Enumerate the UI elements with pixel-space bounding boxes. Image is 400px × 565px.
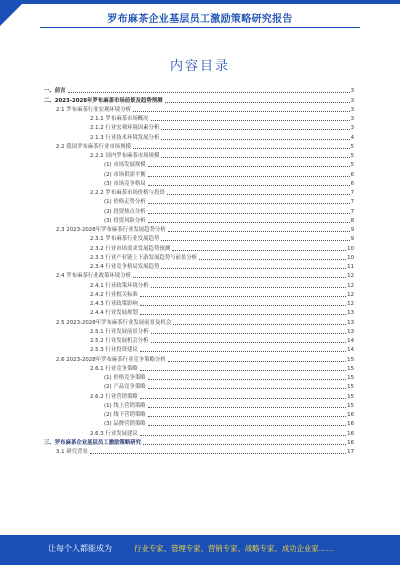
toc-entry-title: 二、2023-2028年罗布麻茶市场前景及趋势预测 xyxy=(44,97,163,104)
toc-entry[interactable] xyxy=(44,169,354,178)
toc-leader-dots xyxy=(148,425,346,426)
toc-entry-title: (1) 价格走势分析 xyxy=(104,199,146,206)
toc-leader-dots xyxy=(161,268,346,269)
toc-entry-title: (1) 市场发展规模 xyxy=(104,162,146,169)
toc-entry[interactable] xyxy=(44,410,354,419)
toc-page-number: 3 xyxy=(350,88,354,95)
page-footer xyxy=(0,535,400,565)
toc-heading: 内容目录 xyxy=(169,59,230,74)
toc-page-number: 3 xyxy=(350,125,354,132)
toc-page-number: 11 xyxy=(347,264,354,270)
toc-leader-dots xyxy=(140,314,346,315)
toc-entry-title: (3) 投资风险分析 xyxy=(104,217,146,224)
toc-entry[interactable] xyxy=(44,262,354,271)
toc-entry-title: 2.1 罗布麻茶行业宏观环境分析 xyxy=(56,106,131,113)
toc-leader-dots xyxy=(151,287,347,288)
toc-entry-title: 2.4.2 行业相关标准 xyxy=(90,291,138,298)
toc-entry-title: (2) 线下营销策略 xyxy=(104,412,146,418)
toc-leader-dots xyxy=(148,416,346,417)
toc-page-number: 15 xyxy=(347,356,354,363)
footer-text: 让每个人都能成为 xyxy=(48,544,112,553)
toc-entry[interactable] xyxy=(44,373,354,382)
toc-leader-dots xyxy=(148,166,350,167)
page-header xyxy=(0,4,400,32)
toc-leader-dots xyxy=(140,296,346,297)
toc-entry[interactable] xyxy=(44,151,354,160)
toc-entry[interactable] xyxy=(44,243,354,252)
toc-entry-title: 2.6.1 行业竞争策略 xyxy=(90,365,138,372)
toc-entry[interactable] xyxy=(44,160,354,169)
toc-leader-dots xyxy=(140,351,346,352)
toc-page-number: 9 xyxy=(350,236,354,243)
toc-entry-title: 2.5.1 行业发展前景分析 xyxy=(90,328,149,335)
toc-leader-dots xyxy=(168,231,350,232)
toc-leader-dots xyxy=(133,277,346,278)
toc-entry[interactable] xyxy=(44,354,354,363)
toc-entry[interactable] xyxy=(44,188,354,197)
toc-page-number: 16 xyxy=(347,430,354,437)
toc-entry-title: 2.5.2 行业发展机会分析 xyxy=(90,338,149,344)
toc-entry[interactable] xyxy=(44,225,354,234)
toc-entry[interactable] xyxy=(44,86,354,95)
toc-page-number: 12 xyxy=(347,291,354,298)
report-title: 罗布麻茶企业基层员工激励策略研究报告 xyxy=(107,14,293,25)
toc-entry[interactable] xyxy=(44,105,354,114)
toc-leader-dots xyxy=(168,361,346,362)
toc-leader-dots xyxy=(151,333,347,334)
toc-entry[interactable] xyxy=(44,234,354,243)
toc-entry-title: (3) 品牌营销策略 xyxy=(104,421,146,428)
toc-entry-title: 一、前言 xyxy=(44,88,66,95)
toc-entry-title: 2.1.3 行业技术环境发展分析 xyxy=(90,134,160,141)
toc-entry-title: 2.3.4 行业竞争格局发展趋势 xyxy=(90,264,160,270)
toc-page-number: 10 xyxy=(347,254,354,261)
toc-leader-dots xyxy=(90,453,346,454)
toc-entry[interactable] xyxy=(44,114,354,123)
toc-page-number: 15 xyxy=(347,375,354,381)
toc-leader-dots xyxy=(148,203,350,204)
toc-entry[interactable] xyxy=(44,447,354,456)
toc-entry[interactable] xyxy=(44,142,354,151)
toc-entry[interactable] xyxy=(44,132,354,141)
toc-entry[interactable] xyxy=(44,336,354,345)
toc-entry[interactable] xyxy=(44,206,354,215)
toc-entry[interactable] xyxy=(44,438,354,447)
toc-entry-title: 2.4.3 行业政策影响 xyxy=(90,301,138,307)
toc-leader-dots xyxy=(148,407,346,408)
toc-leader-dots xyxy=(148,379,346,380)
toc-page-number: 4 xyxy=(350,134,354,141)
toc-entry[interactable] xyxy=(44,290,354,299)
toc-entry-title: 2.5.3 行业投资建议 xyxy=(90,347,138,354)
toc-page-number: 13 xyxy=(347,319,354,326)
toc-entry[interactable] xyxy=(44,428,354,437)
toc-leader-dots xyxy=(68,92,350,93)
toc-entry-title: 2.6.3 行业发展建议 xyxy=(90,430,138,437)
toc-page-number: 7 xyxy=(350,199,354,206)
toc-entry-title: (2) 投资热点分析 xyxy=(104,208,146,215)
toc-entry-title: 2.4 罗布麻茶行业政策环境分析 xyxy=(56,273,131,280)
toc-leader-dots xyxy=(165,102,350,103)
footer-slogan: 行业专家、管理专家、营销专家、战略专家、成功企业家…… xyxy=(134,544,334,553)
toc-entry-title: 2.3 2023-2028年罗布麻茶行业发展趋势分析 xyxy=(56,227,166,233)
toc-leader-dots xyxy=(140,398,346,399)
toc-entry-title: 三、罗布麻茶企业基层员工激励策略研究 xyxy=(44,439,142,446)
toc-leader-dots xyxy=(133,148,350,149)
toc-page-number: 10 xyxy=(347,245,354,252)
toc-leader-dots xyxy=(161,139,349,140)
toc-page-number: 6 xyxy=(350,171,354,178)
toc-entry[interactable] xyxy=(44,317,354,326)
toc-entry-title: 2.4.1 行业政策环境分析 xyxy=(90,282,149,289)
toc-entry[interactable] xyxy=(44,280,354,289)
toc-entry-title: 2.1.1 罗布麻茶市场概况 xyxy=(90,116,149,122)
toc-leader-dots xyxy=(148,176,350,177)
toc-leader-dots xyxy=(140,435,346,436)
toc-page-number: 16 xyxy=(347,421,354,428)
toc-leader-dots xyxy=(167,194,350,195)
toc-page-number: 3 xyxy=(350,97,354,104)
toc-leader-dots xyxy=(199,259,346,260)
toc-entry[interactable] xyxy=(44,308,354,317)
toc-entry-title: 2.2.1 国内罗布麻茶市场规模 xyxy=(90,153,160,159)
toc-page-number: 5 xyxy=(350,153,354,159)
toc-page-number: 16 xyxy=(347,439,354,446)
toc-entry[interactable] xyxy=(44,123,354,132)
toc-entry-title: (2) 市场供需平衡 xyxy=(104,171,146,178)
toc-entry[interactable] xyxy=(44,299,354,308)
toc-page-number: 15 xyxy=(347,365,354,372)
toc-entry[interactable] xyxy=(44,271,354,280)
toc-leader-dots xyxy=(151,120,350,121)
toc-entry[interactable] xyxy=(44,179,354,188)
toc-entry-title: 2.6 2023-2028年罗布麻茶行业竞争策略分析 xyxy=(56,356,166,363)
toc-page-number: 9 xyxy=(350,227,354,233)
toc-leader-dots xyxy=(161,129,349,130)
toc-page-number: 7 xyxy=(350,190,354,196)
toc-entry-title: (1) 价格竞争策略 xyxy=(104,375,146,381)
toc-leader-dots xyxy=(133,111,350,112)
toc-page-number: 13 xyxy=(347,310,354,317)
toc-leader-dots xyxy=(173,324,346,325)
toc-page-number: 14 xyxy=(347,338,354,344)
toc-entry[interactable] xyxy=(44,391,354,400)
toc-entry-title: 2.3.1 罗布麻茶行业发展趋势 xyxy=(90,236,160,243)
toc-entry[interactable] xyxy=(44,197,354,206)
toc-entry-title: 2.3.3 行业产业链上下游发展趋势与前景分析 xyxy=(90,254,198,261)
toc-page-number: 12 xyxy=(347,273,354,280)
toc-leader-dots xyxy=(148,388,346,389)
toc-leader-dots xyxy=(172,250,346,251)
toc-page-number: 6 xyxy=(350,180,354,187)
toc-entry-title: 2.2 我国罗布麻茶行业市场规模 xyxy=(56,143,131,150)
toc-entry[interactable] xyxy=(44,364,354,373)
toc-entry-title: 2.6.2 行业营销策略 xyxy=(90,393,138,400)
toc-leader-dots xyxy=(148,222,350,223)
toc-page-number: 12 xyxy=(347,282,354,289)
toc-leader-dots xyxy=(140,370,346,371)
toc-entry-title: 3.1 研究背景 xyxy=(56,449,88,455)
toc-page-number: 5 xyxy=(350,143,354,150)
toc-entry[interactable] xyxy=(44,419,354,428)
toc-leader-dots xyxy=(161,240,349,241)
toc-entry-title: 2.2.2 罗布麻茶市场价格与投资 xyxy=(90,190,165,196)
toc-entry-title: (2) 产品竞争策略 xyxy=(104,384,146,391)
toc-entry[interactable] xyxy=(44,382,354,391)
toc-entry[interactable] xyxy=(44,345,354,354)
toc-page-number: 7 xyxy=(350,208,354,215)
toc-page-number: 15 xyxy=(347,393,354,400)
footer-tagline xyxy=(48,543,334,554)
toc-leader-dots xyxy=(148,185,350,186)
toc-page-number: 15 xyxy=(347,402,354,409)
toc-page-number: 14 xyxy=(347,347,354,354)
toc-leader-dots xyxy=(161,157,349,158)
toc-entry-title: 2.4.4 行业发展规划 xyxy=(90,310,138,317)
toc-entry[interactable] xyxy=(44,216,354,225)
toc-page-number: 13 xyxy=(347,328,354,335)
toc-page-number: 12 xyxy=(347,301,354,307)
toc-entry[interactable] xyxy=(44,253,354,262)
toc-leader-dots xyxy=(151,342,347,343)
toc-entry-title: 2.5 2023-2028年罗布麻茶行业发展前景及机会 xyxy=(56,319,172,326)
toc-leader-dots xyxy=(140,305,346,306)
toc-entry-title: (3) 市场竞争格局 xyxy=(104,180,146,187)
header-divider xyxy=(40,27,360,28)
toc-leader-dots xyxy=(143,444,346,445)
toc-entry-title: 2.1.2 行业宏观环境因素分析 xyxy=(90,125,160,132)
toc-page-number: 3 xyxy=(350,116,354,122)
toc-entry[interactable] xyxy=(44,401,354,410)
toc-page-number: 16 xyxy=(347,412,354,418)
table-of-contents xyxy=(44,86,354,456)
toc-page-number: 5 xyxy=(350,162,354,169)
toc-leader-dots xyxy=(148,213,350,214)
toc-entry[interactable] xyxy=(44,327,354,336)
toc-page-number: 3 xyxy=(350,106,354,113)
toc-page-number: 15 xyxy=(347,384,354,391)
toc-page-number: 8 xyxy=(350,217,354,224)
toc-page-number: 17 xyxy=(347,449,354,455)
toc-entry[interactable] xyxy=(44,95,354,104)
toc-entry-title: 2.3.2 行业市场需求发展趋势预测 xyxy=(90,245,171,252)
toc-entry-title: (1) 线上营销策略 xyxy=(104,402,146,409)
